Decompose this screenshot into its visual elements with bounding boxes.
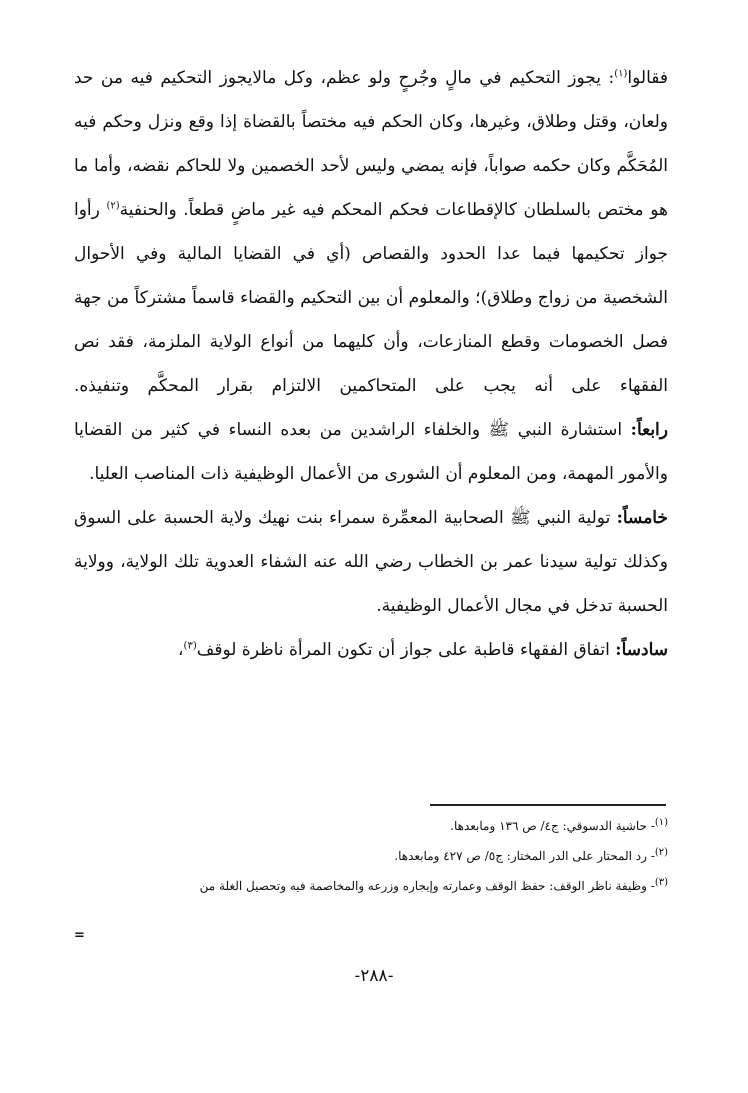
footnote-3-text: - وظيفة ناظر الوقف: حفظ الوقف وعمارته وإيجاره وزرعه والمخاصمة فيه وتحصيل الغلة من: [199, 879, 655, 893]
body-text: [74, 56, 668, 672]
footnote-separator: [430, 804, 666, 806]
footnote-1: [74, 818, 668, 834]
footnote-1-text: - حاشية الدسوقي: ج٤/ ص ١٣٦ ومابعدها.: [450, 819, 655, 833]
footnote-continuation-mark: =: [74, 928, 85, 943]
footnote-ref-3: (٣): [183, 640, 197, 652]
paragraph-4-end: ،: [178, 640, 184, 660]
footnotes: [74, 818, 668, 908]
page-number: -٢٨٨-: [354, 966, 394, 986]
paragraph-2: [74, 408, 668, 496]
footnote-2-number: (٢): [654, 847, 668, 858]
paragraph-2-text: استشارة النبي ﷺ والخلفاء الراشدين من بعده النساء في كثير من القضايا والأمور المهمة، ومن المعلوم أن الشورى من الأعمال الوظيفية ذات المناصب العليا.: [74, 420, 668, 484]
footnote-3: [74, 878, 668, 894]
footnote-1-number: (١): [654, 817, 668, 828]
footnote-2-text: - رد المحتار على الدر المختار: ج٥/ ص ٤٢٧ ومابعدها.: [394, 849, 655, 863]
paragraph-4-heading: سادساً:: [615, 640, 668, 660]
footnote-3-number: (٣): [654, 877, 668, 888]
paragraph-1-rest: رأوا جواز تحكيمها فيما عدا الحدود والقصاص (أي في القضايا المالية وفي الأحوال الشخصية من زواج وطلاق)؛ والمعلوم أن بين التحكيم والقضاء قاسماً مشتركاً من جهة فصل الخصومات وقطع المنازعات، وأن كليهما من أنواع الولاية الملزمة، فقد نص الفقهاء على أنه يجب على المتحاكمين الالتزام بقرار المحكَّم وتنفيذه.: [74, 200, 668, 396]
footnote-ref-1: (١): [614, 68, 628, 80]
paragraph-3-text: تولية النبي ﷺ الصحابية المعمِّرة سمراء بنت نهيك ولاية الحسبة على السوق وكذلك تولية سيدنا عمر بن الخطاب رضي الله عنه الشفاء العدوية تلك الولاية، وولاية الحسبة تدخل في مجال الأعمال الوظيفية.: [74, 508, 668, 616]
footnote-ref-2: (٢): [106, 200, 120, 212]
paragraph-4: [74, 628, 668, 672]
paragraph-3-heading: خامساً:: [616, 508, 668, 528]
paragraph-3: [74, 496, 668, 628]
paragraph-1-body: : يجوز التحكيم في مالٍ وجُرحٍ ولو عظم، وكل مالايجوز التحكيم فيه من حد ولعان، وقتل وطلاق، وغيرها، وكان الحكم فيه مختصاً بالقضاة إذا وقع ونزل وحكم فيه المُحَكَّم وكان حكمه صواباً، فإنه يمضي وليس لأحد الخصمين ولا للحاكم نقضه، وأما ما هو مختص بالسلطان كالإقطاعات فحكم المحكم فيه غير ماضٍ قطعاً. والحنفية: [74, 68, 668, 220]
paragraph-1: [74, 56, 668, 408]
footnote-2: [74, 848, 668, 864]
paragraph-2-heading: رابعاً:: [630, 420, 668, 440]
paragraph-1-start: فقالوا: [627, 68, 668, 88]
paragraph-4-text: اتفاق الفقهاء قاطبة على جواز أن تكون المرأة ناظرة لوقف: [196, 640, 616, 660]
